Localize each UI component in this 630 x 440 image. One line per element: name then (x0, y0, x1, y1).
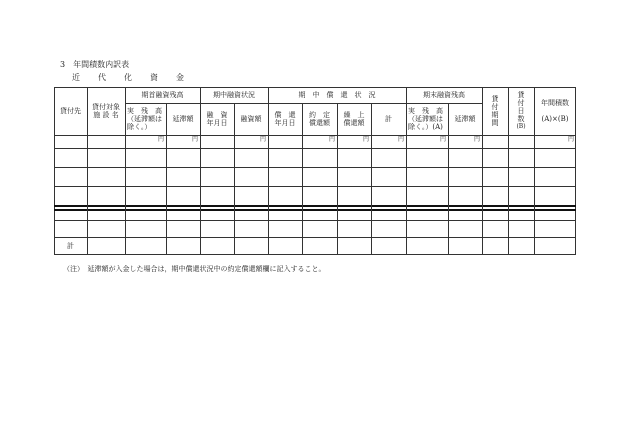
footnote: （注） 延滞額が入金した場合は，期中償還状況中の約定償還額欄に記入すること。 (63, 265, 326, 273)
unit-yen: 円 (439, 136, 446, 143)
header-annual-product: 年間積数 (541, 99, 569, 107)
header-target-facility: 貸付対象 施 設 名 (92, 103, 120, 119)
header-annual-cell (534, 87, 576, 135)
header-early-repayment: 繰 上 償還額 (343, 111, 365, 127)
header-loan-amount: 融資額 (240, 115, 262, 123)
unit-yen: 円 (567, 136, 574, 143)
header-opening-actual: 実 残 高 （延滞額は 除く。） (127, 107, 162, 131)
header-repayment-date: 償 還 年月日 (274, 111, 296, 127)
unit-yen: 円 (157, 136, 164, 143)
header-loan-date: 融 資 年月日 (206, 111, 228, 127)
header-closing-balance: 期末融資残高 (423, 91, 465, 99)
header-opening-balance: 期首融資残高 (141, 91, 184, 99)
header-loan-period: 貸付期間 (491, 95, 499, 127)
header-loan-days-b: (B) (516, 123, 526, 130)
header-lender: 貸付先 (60, 107, 81, 115)
unit-yen: 円 (397, 136, 404, 143)
total-row-label: 計 (67, 242, 74, 250)
unit-yen: 円 (473, 136, 480, 143)
unit-yen: 円 (328, 136, 335, 143)
header-annual-formula: (A)×(B) (541, 115, 569, 123)
annual-balance-table (54, 87, 576, 255)
section-heading: 3 年間積数内訳表 (60, 60, 130, 69)
header-opening-overdue: 延滞額 (172, 115, 194, 123)
header-mid-repayment-status: 期 中 償 還 状 況 (298, 91, 376, 99)
header-closing-actual: 実 残 高 （延滞額は 除く。）(A) (408, 107, 443, 131)
header-mid-loan-status: 期中融資状況 (213, 91, 255, 99)
header-closing-overdue: 延滞額 (454, 115, 476, 123)
header-repayment-total: 計 (385, 115, 392, 123)
header-scheduled-repayment: 約 定 償還額 (309, 111, 330, 127)
header-loan-days: 貸付日数 (517, 91, 525, 123)
unit-yen: 円 (259, 136, 266, 143)
unit-yen: 円 (191, 136, 198, 143)
unit-yen: 円 (362, 136, 369, 143)
header-loan-days-cell (508, 87, 534, 135)
section-subheading: 近 代 化 資 金 (72, 73, 189, 82)
